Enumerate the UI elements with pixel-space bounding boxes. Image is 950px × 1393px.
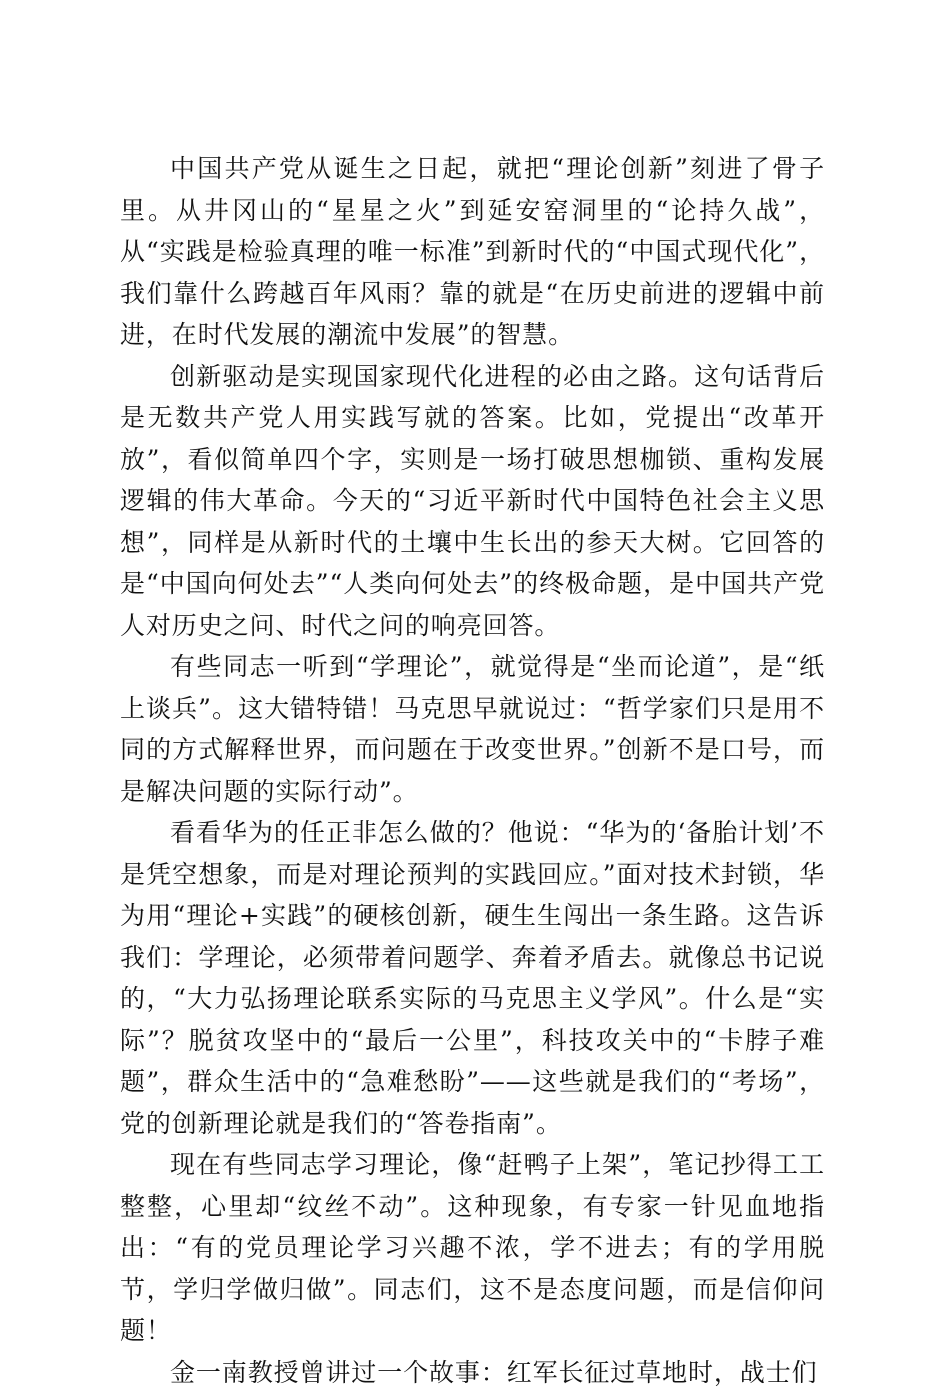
- paragraph-2: 创新驱动是实现国家现代化进程的必由之路。这句话背后是无数共产党人用实践写就的答案。比如，党提出“改革开放”，看似简单四个字，实则是一场打破思想枷锁、重构发展逻辑的伟大革命。今天的“习近平新时代中国特色社会主义思想”，同样是从新时代的土壤中生长出的参天大树。它回答的是“中国向何处去”“人类向何处去”的终极命题，是中国共产党人对历史之问、时代之问的响亮回答。: [120, 356, 825, 647]
- paragraph-1: 中国共产党从诞生之日起，就把“理论创新”刻进了骨子里。从井冈山的“星星之火”到延安窑洞里的“论持久战”，从“实践是检验真理的唯一标准”到新时代的“中国式现代化”，我们靠什么跨越百年风雨？靠的就是“在历史前进的逻辑中前进，在时代发展的潮流中发展”的智慧。: [120, 148, 825, 356]
- paragraph-6: 金一南教授曾讲过一个故事：红军长征过草地时，战士们: [120, 1352, 825, 1393]
- paragraph-3: 有些同志一听到“学理论”，就觉得是“坐而论道”，是“纸上谈兵”。这大错特错！马克思早就说过：“哲学家们只是用不同的方式解释世界，而问题在于改变世界。”创新不是口号，而是解决问题的实际行动”。: [120, 646, 825, 812]
- paragraph-4: 看看华为的任正非怎么做的？他说：“华为的‘备胎计划’不是凭空想象，而是对理论预判的实践回应。”面对技术封锁，华为用“理论+实践”的硬核创新，硬生生闯出一条生路。这告诉我们：学理论，必须带着问题学、奔着矛盾去。就像总书记说的，“大力弘扬理论联系实际的马克思主义学风”。什么是“实际”？脱贫攻坚中的“最后一公里”，科技攻关中的“卡脖子难题”，群众生活中的“急难愁盼”——这些就是我们的“考场”，党的创新理论就是我们的“答卷指南”。: [120, 812, 825, 1144]
- document-body: [120, 148, 825, 1393]
- paragraph-5: 现在有些同志学习理论，像“赶鸭子上架”，笔记抄得工工整整，心里却“纹丝不动”。这种现象，有专家一针见血地指出：“有的党员理论学习兴趣不浓，学不进去；有的学用脱节，学归学做归做”。同志们，这不是态度问题，而是信仰问题！: [120, 1144, 825, 1352]
